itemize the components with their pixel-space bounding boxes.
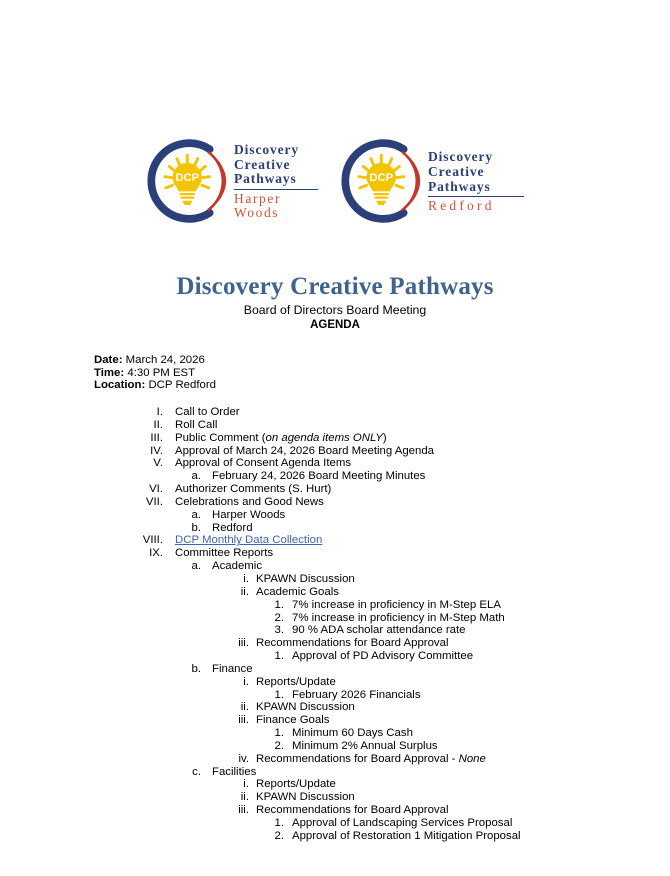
logo-redford xyxy=(340,138,524,224)
agenda-item-label: Roll Call xyxy=(175,418,218,431)
agenda-item xyxy=(0,727,670,740)
agenda-item-label: Minimum 2% Annual Surplus xyxy=(292,739,438,752)
agenda-item xyxy=(0,740,670,753)
agenda-item-marker: VI. xyxy=(149,483,163,496)
agenda-item xyxy=(0,573,670,586)
agenda-item-label: Recommendations for Board Approval xyxy=(256,804,449,817)
agenda-item-marker: VII. xyxy=(145,495,163,508)
agenda-item-label: Reports/Update xyxy=(256,778,336,791)
agenda-item xyxy=(0,560,670,573)
agenda-item-marker: a. xyxy=(191,470,201,483)
agenda-item xyxy=(0,470,670,483)
logo-band xyxy=(0,138,670,224)
agenda-item-emphasis: None xyxy=(458,752,486,765)
agenda-item-label: Recommendations for Board Approval xyxy=(256,637,449,650)
agenda-item-marker: III. xyxy=(150,431,163,444)
agenda-item xyxy=(0,791,670,804)
meeting-date-label: Date: xyxy=(94,354,123,366)
agenda-item-marker: V. xyxy=(153,457,163,470)
agenda-item-label: Approval of PD Advisory Committee xyxy=(292,650,474,663)
agenda-outline xyxy=(0,406,670,843)
logo-name-line: Creative xyxy=(234,156,291,172)
agenda-item xyxy=(0,766,670,779)
agenda-item-marker: 1. xyxy=(274,727,284,740)
agenda-item xyxy=(0,586,670,599)
agenda-item-link[interactable]: DCP Monthly Data Collection xyxy=(175,534,323,547)
agenda-item xyxy=(0,406,670,419)
meeting-time-label: Time: xyxy=(94,366,125,379)
agenda-item-label: Approval of March 24, 2026 Board Meeting Agenda xyxy=(175,444,434,457)
agenda-item-marker: 1. xyxy=(274,650,284,663)
agenda-item-label: Authorizer Comments (S. Hurt) xyxy=(175,483,332,496)
agenda-item-marker: iv. xyxy=(238,752,249,765)
agenda-item-label: Celebrations and Good News xyxy=(175,495,324,508)
logo-harper-woods xyxy=(146,138,318,224)
agenda-item-label: Academic xyxy=(212,560,263,573)
agenda-item xyxy=(0,599,670,612)
agenda-item xyxy=(0,637,670,650)
agenda-item-label: Facilities xyxy=(212,765,257,778)
agenda-item xyxy=(0,753,670,766)
logo-location-line: Woods xyxy=(234,205,280,221)
agenda-item-label: Approval of Landscaping Services Proposal xyxy=(292,817,513,829)
agenda-item-emphasis: on agenda items ONLY xyxy=(265,431,383,444)
agenda-item-marker: ii. xyxy=(240,701,249,714)
meeting-location-value: DCP Redford xyxy=(148,379,216,392)
agenda-item xyxy=(0,547,670,560)
agenda-item xyxy=(0,804,670,817)
agenda-item-marker: ii. xyxy=(240,791,249,804)
meeting-time-value: 4:30 PM EST xyxy=(127,366,196,379)
logo-divider xyxy=(428,196,524,197)
svg-text:DCP: DCP xyxy=(369,172,394,184)
agenda-item-label: Call to Order xyxy=(175,406,240,418)
agenda-item-label: February 2026 Financials xyxy=(292,688,421,701)
agenda-item xyxy=(0,689,670,702)
agenda-item xyxy=(0,830,670,843)
agenda-item-label: KPAWN Discussion xyxy=(256,791,355,804)
agenda-item-marker: 2. xyxy=(274,739,284,752)
agenda-item-label: 7% increase in proficiency in M-Step Math xyxy=(292,611,505,624)
agenda-item xyxy=(0,701,670,714)
logo-name-line: Pathways xyxy=(428,178,491,194)
agenda-item-marker: iii. xyxy=(238,637,249,650)
logo-name-line: Pathways xyxy=(234,171,297,187)
logo-name-line: Discovery xyxy=(428,149,494,165)
agenda-item xyxy=(0,663,670,676)
agenda-item-marker: a. xyxy=(191,508,201,521)
agenda-item-label: Academic Goals xyxy=(256,585,339,598)
agenda-item-marker: i. xyxy=(243,572,249,585)
agenda-item-marker: 1. xyxy=(274,688,284,701)
agenda-item-marker: II. xyxy=(153,418,163,431)
page-title: Discovery Creative Pathways xyxy=(176,273,494,300)
agenda-item-marker: iii. xyxy=(238,804,249,817)
agenda-item-marker: iii. xyxy=(238,714,249,727)
agenda-item-label: 7% increase in proficiency in M-Step ELA xyxy=(292,598,501,611)
meeting-location-label: Location: xyxy=(94,379,146,392)
agenda-item-marker: 2. xyxy=(274,611,284,624)
agenda-item-marker: IV. xyxy=(150,444,163,457)
agenda-item-marker: i. xyxy=(243,675,249,688)
agenda-item-label: Finance xyxy=(212,662,253,675)
logo-location-line: Harper xyxy=(234,190,282,206)
agenda-item-marker: a. xyxy=(191,560,201,573)
agenda-item xyxy=(0,457,670,470)
meeting-location-row xyxy=(94,379,216,392)
agenda-item-label: 90 % ADA scholar attendance rate xyxy=(292,624,466,637)
agenda-item xyxy=(0,778,670,791)
agenda-item xyxy=(0,445,670,458)
agenda-item-marker: b. xyxy=(191,662,201,675)
agenda-item-label: Committee Reports xyxy=(175,547,274,560)
agenda-item-marker: I. xyxy=(156,406,163,418)
agenda-item-label: Recommendations for Board Approval - None xyxy=(256,752,486,765)
agenda-item-marker: 1. xyxy=(274,598,284,611)
agenda-item xyxy=(0,419,670,432)
agenda-item-marker: ii. xyxy=(240,585,249,598)
dcp-lightbulb-icon xyxy=(340,138,426,224)
agenda-item-label: Harper Woods xyxy=(212,508,286,521)
meeting-time-row xyxy=(94,367,216,380)
agenda-item[interactable] xyxy=(0,534,670,547)
meeting-details xyxy=(94,354,216,392)
agenda-item-marker: b. xyxy=(191,521,201,534)
agenda-item-marker: 1. xyxy=(274,817,284,829)
agenda-item-label: Redford xyxy=(212,521,253,534)
agenda-item xyxy=(0,676,670,689)
meeting-date-value: March 24, 2026 xyxy=(125,354,205,366)
meeting-date-row xyxy=(94,354,216,367)
dcp-lightbulb-icon xyxy=(146,138,232,224)
logo-name-line: Discovery xyxy=(234,142,300,158)
logo-name-line: Creative xyxy=(428,163,485,179)
agenda-item xyxy=(0,650,670,663)
logo-wordmark-harper-woods xyxy=(234,141,318,221)
agenda-item xyxy=(0,522,670,535)
agenda-item-marker: 3. xyxy=(274,624,284,637)
agenda-item-label: Minimum 60 Days Cash xyxy=(292,727,413,740)
agenda-item xyxy=(0,817,670,830)
agenda-item-marker: VIII. xyxy=(142,534,163,547)
agenda-item-label: Reports/Update xyxy=(256,675,336,688)
logo-location-line: Redford xyxy=(428,198,495,214)
agenda-item-marker: IX. xyxy=(149,547,163,560)
agenda-item-label: Finance Goals xyxy=(256,714,330,727)
logo-divider xyxy=(234,189,318,190)
agenda-item-marker: c. xyxy=(192,765,201,778)
document-header xyxy=(0,272,670,333)
agenda-item xyxy=(0,496,670,509)
agenda-item xyxy=(0,509,670,522)
agenda-item-label: Approval of Consent Agenda Items xyxy=(175,457,352,470)
agenda-item-label: February 24, 2026 Board Meeting Minutes xyxy=(212,470,426,483)
agenda-item xyxy=(0,612,670,625)
agenda-item-label-tail: ) xyxy=(382,431,387,444)
agenda-item-marker: 2. xyxy=(274,829,284,842)
document-subtitle: Board of Directors Board Meeting xyxy=(243,303,427,317)
agenda-item-label: Public Comment (on agenda items ONLY) xyxy=(175,431,387,444)
agenda-item xyxy=(0,624,670,637)
document-type-label: AGENDA xyxy=(310,319,360,331)
agenda-item xyxy=(0,483,670,496)
logo-wordmark-redford xyxy=(428,148,524,213)
svg-text:DCP: DCP xyxy=(175,172,200,184)
agenda-item xyxy=(0,432,670,445)
agenda-item-marker: i. xyxy=(243,778,249,791)
agenda-item xyxy=(0,714,670,727)
agenda-item-label: KPAWN Discussion xyxy=(256,701,355,714)
agenda-item-label: KPAWN Discussion xyxy=(256,572,355,585)
agenda-item-label: Approval of Restoration 1 Mitigation Proposal xyxy=(292,829,521,842)
